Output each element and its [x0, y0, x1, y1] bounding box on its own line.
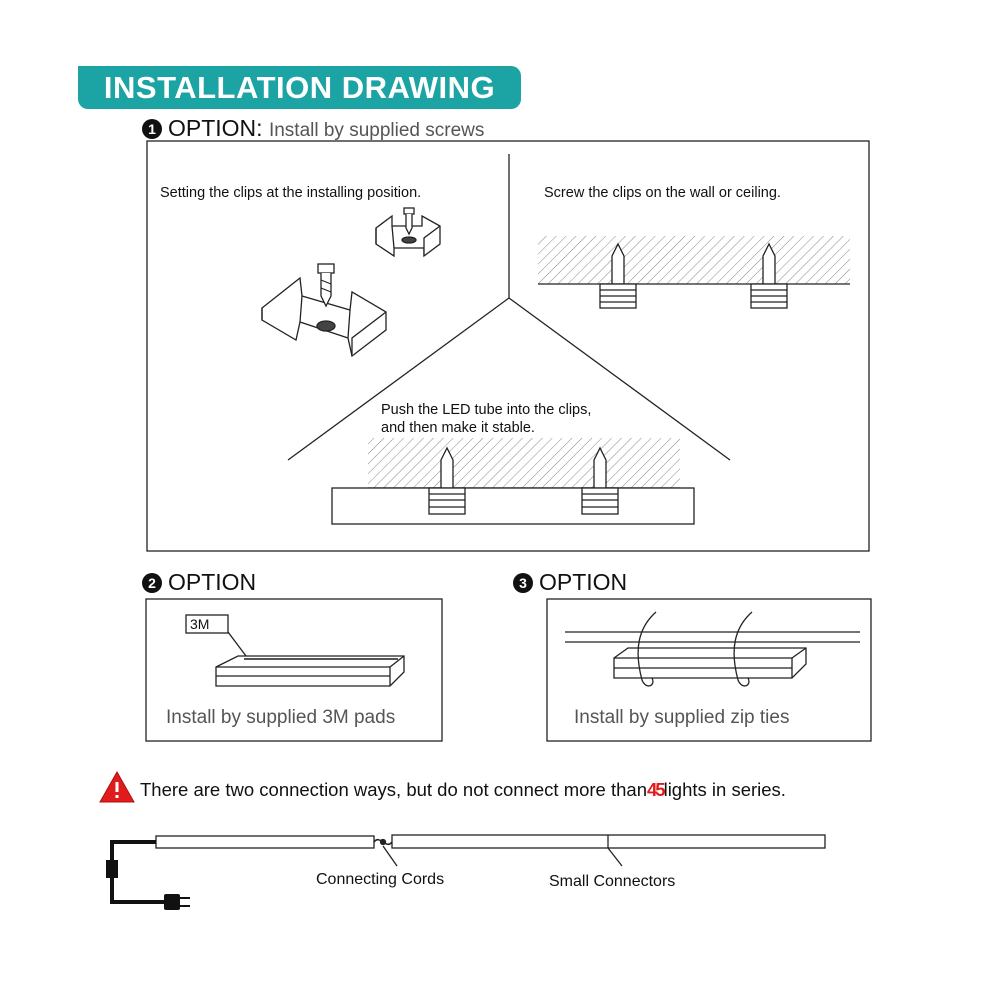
option1-step2-text: Screw the clips on the wall or ceiling. — [544, 185, 781, 201]
option1-heading-label: OPTION: — [168, 115, 263, 141]
3m-pad-label: 3M — [190, 616, 210, 632]
ceiling-with-clips — [538, 236, 850, 308]
option2-number-badge: 2 — [142, 573, 162, 593]
connection-diagram — [106, 835, 825, 910]
option2-caption: Install by supplied 3M pads — [166, 707, 396, 728]
tube-with-3m-pad — [186, 615, 404, 686]
tube-with-zip-ties — [565, 612, 860, 686]
max-lights-number: 45 — [647, 779, 664, 800]
connecting-cords-label: Connecting Cords — [316, 871, 445, 888]
clip-drawing-small — [376, 208, 440, 256]
option1-step1-text: Setting the clips at the installing position. — [160, 185, 422, 201]
option2-heading-label: OPTION — [168, 569, 257, 595]
option3-heading-label: OPTION — [539, 569, 628, 595]
option1-number-badge: 1 — [142, 119, 162, 139]
page-title: INSTALLATION DRAWING — [103, 70, 496, 105]
option1-step3-line1: Push the LED tube into the clips, — [381, 402, 592, 418]
option3-number-badge: 3 — [513, 573, 533, 593]
warning-triangle-icon — [100, 772, 134, 802]
warning-note — [140, 779, 786, 801]
tube-in-clips — [332, 438, 694, 524]
option1-step3-line2: and then make it stable. — [381, 420, 535, 436]
small-connectors-label: Small Connectors — [549, 873, 676, 890]
clip-drawing-large — [262, 264, 386, 356]
warning-text-before: There are two connection ways, but do not connect more than — [140, 779, 647, 800]
warning-text-after: lights in series. — [663, 779, 786, 800]
option1-subtitle: Install by supplied screws — [268, 120, 485, 141]
option3-caption: Install by supplied zip ties — [574, 707, 790, 728]
